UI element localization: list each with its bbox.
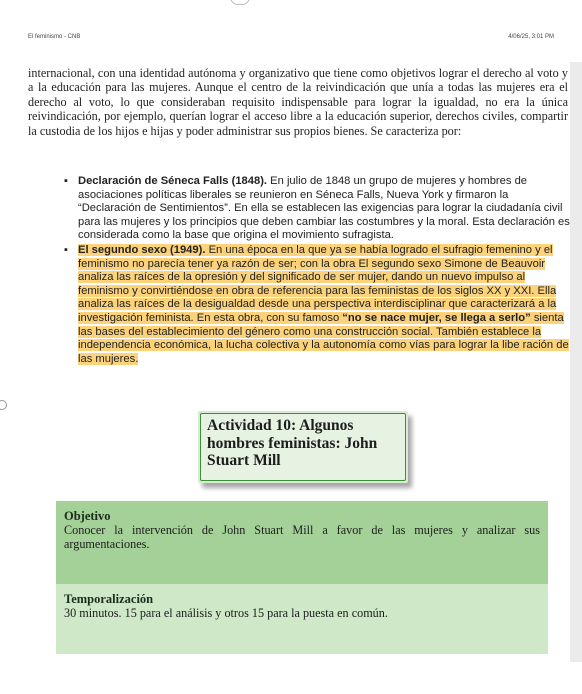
objetivo-text: Conocer la intervención de John Stuart Mill a favor de las mujeres y analizar sus argumentaciones.	[64, 523, 540, 552]
activity-callout	[198, 411, 408, 483]
temporalizacion-text: 30 minutos. 15 para el análisis y otros 15 para la puesta en común.	[64, 606, 388, 620]
header-title: El feminismo - CNB	[28, 34, 81, 40]
objetivo-section	[56, 501, 548, 584]
objetivo-title: Objetivo	[64, 509, 111, 523]
header-datetime: 4/06/25, 3:01 PM	[508, 34, 554, 40]
intro-paragraph: internacional, con una identidad autónoma y organizativo que tiene como objetivos lograr el derecho al voto y a la educación para las mujeres. Aunque el centro de la reivindicación que unía a todas las mujeres era el derecho al voto, lo que consideraban requisito indispensable para lograr la igualdad, no era la única reivindicación, por ejemplo, querían lograr el acceso libre a la educación superior, derechos civiles, compartir la custodia de los hijos e hijas y poder administrar sus propios bienes. Se caracteriza por:	[28, 66, 568, 138]
temporalizacion-section	[56, 584, 548, 654]
list-item-text: En julio de 1848 un grupo de mujeres y hombres de asociaciones políticas liberales se reunieron en Séneca Falls, Nueva York y firmaron la “Declaración de Sentimientos”. En ella se establecen las exigencias para lograr la ciudadanía civil para las mujeres y los principios que deben cambiar las costumbres y la moral. Esta declaración es considerada como la base que origina el movimiento sufragista.	[78, 175, 570, 242]
list-item-text-continued: sienta las bases del establecimiento del género como una construcción social. También establece la independencia económica, la lucha colectiva y la autonomía como vías para lograr la libe ración de las mujeres.	[78, 311, 569, 365]
list-item	[64, 175, 570, 243]
scrollbar[interactable]	[570, 62, 582, 662]
page-corner-mark	[230, 0, 250, 5]
characteristics-list	[64, 175, 570, 367]
list-item-text: En una época en la que ya se había logrado el sufragio femenino y el feminismo no parecía tener ya razón de ser; con la obra El segundo sexo Simone de Beauvoir analiza las raíces de la opresión y del significado de ser mujer, dando un nuevo impulso al feminismo y convirtiéndose en obra de referencia para las feministas de los siglos XX y XXI. Ella analiza las raíces de la desigualdad desde una perspectiva interdisciplinar que caracterizará a la investigación feminista. En esta obra, con su famoso	[78, 243, 557, 324]
margin-hole-mark	[0, 400, 7, 410]
list-item-title: El segundo sexo (1949).	[78, 243, 206, 256]
highlighted-text	[78, 244, 569, 365]
famous-quote: “no se nace mujer, se llega a serlo”	[342, 311, 531, 324]
activity-title: Actividad 10: Algunos hombres feministas: John Stuart Mill	[200, 413, 406, 481]
list-item-title: Declaración de Séneca Falls (1848).	[78, 175, 268, 187]
list-item-highlighted	[64, 244, 570, 366]
print-header	[28, 34, 554, 40]
temporalizacion-title: Temporalización	[64, 592, 154, 606]
